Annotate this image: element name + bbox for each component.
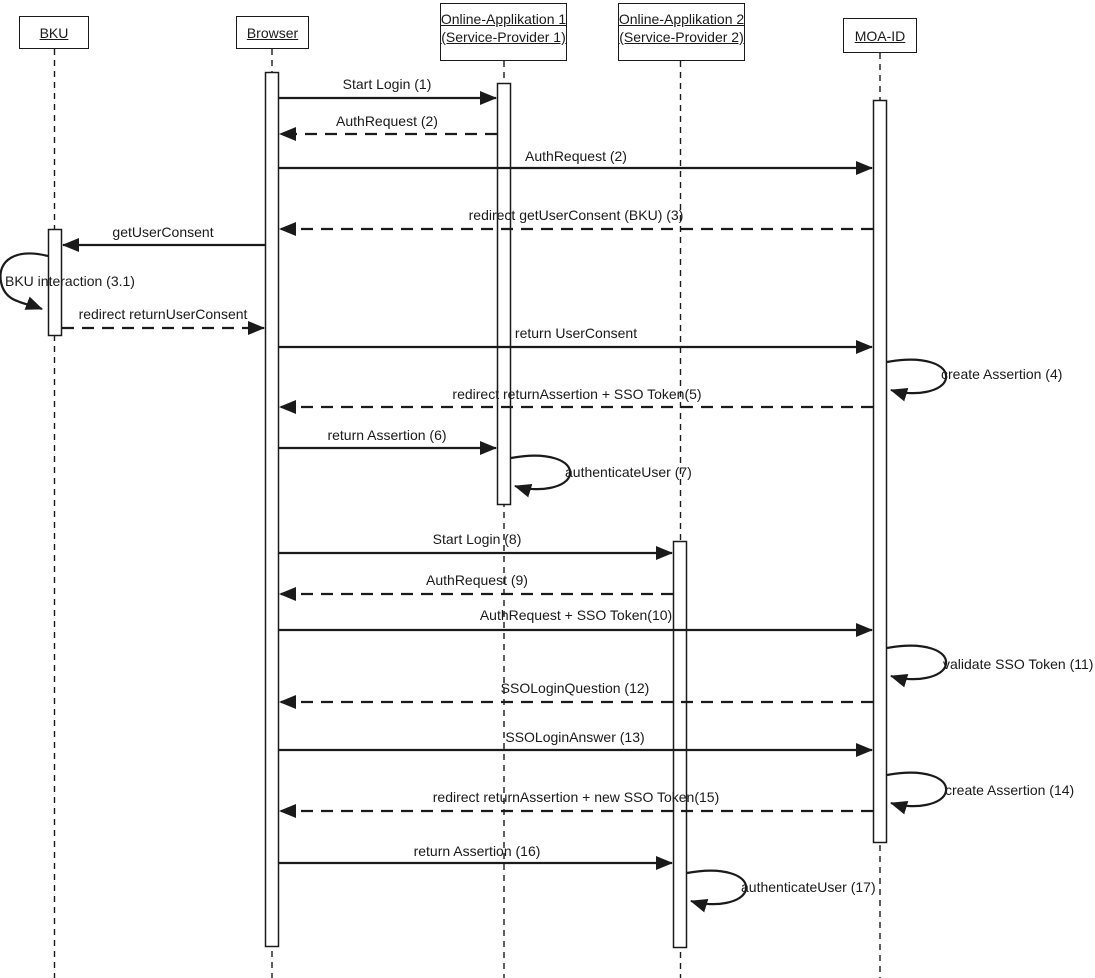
label-bku-interaction-3-1: BKU interaction (3.1) [5,273,135,289]
label-ssologinquestion-12: SSOLoginQuestion (12) [500,680,650,696]
actor-label: BKU [39,24,69,41]
label-authrequest-2: AuthRequest (2) [336,113,438,129]
actor-box-online-applikation-2 [618,3,745,61]
label-create-assertion-14: create Assertion (14) [945,782,1075,798]
actor-box-bku [19,16,89,49]
label-create-assertion-4: create Assertion (4) [941,366,1063,382]
loop-validate-sso-token-11 [887,646,946,679]
actor-box-browser [236,16,309,49]
label-authenticateuser-7: authenticateUser (7) [565,464,692,480]
activation-bars [49,73,887,948]
activation-moa-id [874,101,887,843]
label-validate-sso-token-11: validate SSO Token (11) [943,656,1094,672]
label-redirect-getuserconsent-3: redirect getUserConsent (BKU) (3) [468,207,684,223]
actor-box-moa-id [843,18,917,53]
loop-create-assertion-4 [887,360,946,393]
actor-label: Online-Applikation 1 [440,11,567,27]
actor-box-online-applikation-1 [440,3,567,61]
label-start-login-1: Start Login (1) [342,76,432,92]
label-return-assertion-16: return Assertion (16) [413,843,541,859]
actor-sublabel: (Service-Provider 1) [441,29,566,45]
activation-browser [266,73,279,947]
label-getuserconsent: getUserConsent [112,224,214,240]
loop-create-assertion-14 [887,773,946,806]
label-authenticateuser-17: authenticateUser (17) [741,879,876,895]
activation-online-applikation-2 [674,542,687,948]
label-return-userconsent: return UserConsent [514,325,638,341]
label-authrequest-9: AuthRequest (9) [426,572,528,588]
lifelines [55,49,881,978]
actor-label: MOA-ID [854,27,906,44]
label-redirect-returnassertion-new-sso-15: redirect returnAssertion + new SSO Token(15) [432,789,720,805]
label-start-login-8: Start Login (8) [432,531,522,547]
actor-label: Browser [246,24,299,41]
label-return-assertion-6: return Assertion (6) [327,427,447,443]
loop-authenticateuser-17 [687,871,746,904]
activation-online-applikation-1 [498,84,511,505]
loop-authenticateuser-7 [511,456,570,489]
label-redirect-returnuserconsent: redirect returnUserConsent [78,306,248,322]
label-ssologinanswer-13: SSOLoginAnswer (13) [505,729,645,745]
actor-sublabel: (Service-Provider 2) [619,29,744,45]
actor-label: Online-Applikation 2 [618,11,745,27]
label-redirect-returnassertion-sso-5: redirect returnAssertion + SSO Token(5) [452,386,702,402]
label-authrequest-2b: AuthRequest (2) [525,148,627,164]
label-authrequest-sso-10: AuthRequest + SSO Token(10) [479,607,673,623]
message-arrows [62,98,873,863]
